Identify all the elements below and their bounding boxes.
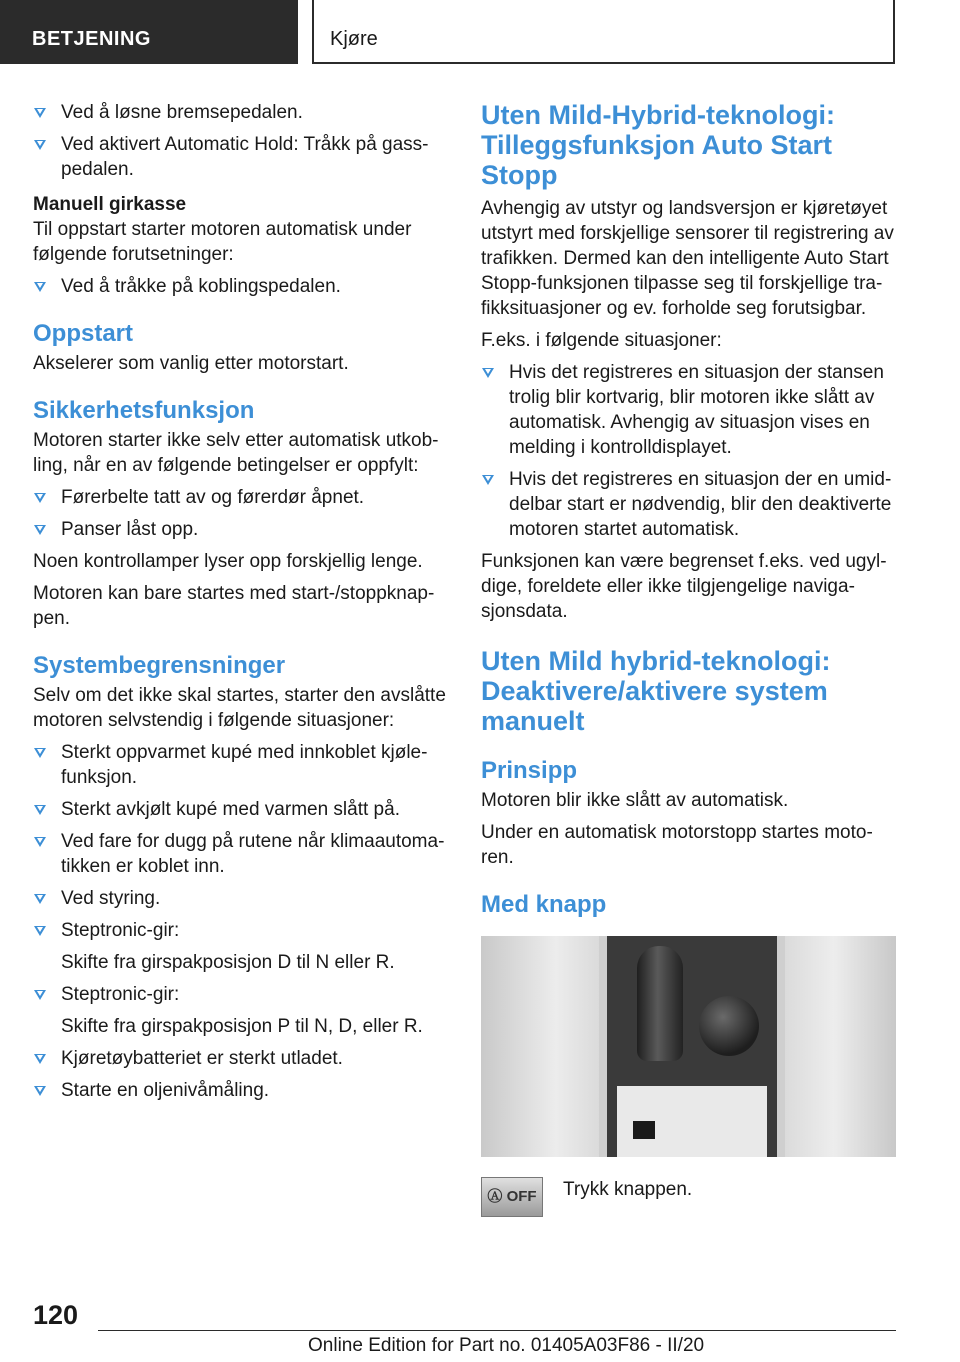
list-subtext: Skifte fra girspakposisjon D til N eller R. [61,952,395,973]
bullet-triangle-icon [34,926,46,936]
safety-note: Motoren kan bare startes med start-/stoppknap-pen. [33,583,435,629]
press-instruction [481,1177,896,1219]
page-number: 120 [33,1300,79,1330]
press-text: Trykk knappen. [563,1179,693,1200]
principle-heading: Prinsipp [481,757,578,784]
controller-knob [699,996,759,1056]
safety-heading: Sikkerhetsfunksjon [33,397,255,424]
bullet-triangle-icon [34,493,46,503]
bullet-triangle-icon [34,1086,46,1096]
button-heading: Med knapp [481,891,607,918]
bullet-triangle-icon [34,1054,46,1064]
list-item: Hvis det registreres en situasjon der en umid-delbar start er nødvendig, blir den deaktiverte motoren startet automatisk. [481,467,896,542]
list-item: Ved styring. [33,886,448,911]
list-item: Panser låst opp. [33,517,448,542]
bullet-triangle-icon [482,475,494,485]
list-item: Starte en oljenivåmåling. [33,1078,448,1103]
bullet-triangle-icon [34,748,46,758]
list-item: Ved å løsne bremsepedalen. [33,100,448,125]
section-heading: Uten Mild hybrid-teknologi: Deaktivere/aktivere system manuelt [481,646,831,736]
console-button-icon [633,1121,655,1139]
section-heading: Uten Mild-Hybrid-teknologi: Tilleggsfunksjon Auto Start Stopp [481,100,835,190]
list-item: Ved å tråkke på koblingspedalen. [33,274,448,299]
right-column [481,100,896,1219]
list-item: Ved aktivert Automatic Hold: Tråkk på gass-pedalen. [33,132,448,182]
list-item: Ved fare for dugg på rutene når klimaautoma-tikken er koblet inn. [33,829,448,879]
bullet-triangle-icon [34,990,46,1000]
edition-text: Online Edition for Part no. 01405A03F86 - II/20 [308,1335,705,1356]
bullet-triangle-icon [34,805,46,815]
section-title: BETJENING [32,28,151,50]
footer-divider [98,1330,896,1331]
bullet-triangle-icon [34,525,46,535]
center-console-photo [481,936,896,1157]
manual-gearbox-heading: Manuell girkasse [33,194,187,215]
limits-text: Selv om det ikke skal startes, starter den avslåtte motoren selvstendig i følgende situasjoner: [33,685,446,731]
paragraph: Under en automatisk motorstopp startes moto-ren. [481,822,873,868]
bullet-triangle-icon [482,368,494,378]
chapter-tab [312,0,895,64]
console-panel [599,936,785,1157]
paragraph: Avhengig av utstyr og landsversjon er kjøretøyet utstyrt med forskjellige sensorer til registrering av trafikken. Dermed kan den intelligente Auto Start Stopp-funksjonen tilpasse seg til forskjellige tra-fikksituasjoner og ev. forholde seg forutsigbar. [481,198,894,319]
list-item: Sterkt oppvarmet kupé med innkoblet kjøle-funksjon. [33,740,448,790]
list-item: Hvis det registreres en situasjon der stansen trolig blir kortvarig, blir motoren ikke slått av automatisk. Avhengig av situasjon vises en melding i kontrolldisplayet. [481,360,896,460]
safety-text: Motoren starter ikke selv etter automatisk utkob-ling, når en av følgende betingelser er oppfylt: [33,430,439,476]
gear-lever [637,946,683,1061]
section-tab [0,0,298,64]
oppstart-heading: Oppstart [33,320,134,347]
list-subtext: Skifte fra girspakposisjon P til N, D, eller R. [61,1016,423,1037]
chapter-title: Kjøre [330,28,378,50]
left-column [33,100,448,1110]
paragraph: F.eks. i følgende situasjoner: [481,330,722,351]
bullet-triangle-icon [34,282,46,292]
bullet-triangle-icon [34,837,46,847]
list-item: Steptronic-gir: [33,982,448,1007]
auto-start-stop-off-icon: Ⓐ OFF [481,1177,543,1217]
manual-gearbox-text: Til oppstart starter motoren automatisk under følgende forutsetninger: [33,219,412,265]
safety-note: Noen kontrollamper lyser opp forskjellig lenge. [33,551,423,572]
oppstart-text: Akselerer som vanlig etter motorstart. [33,353,349,374]
list-item: Kjøretøybatteriet er sterkt utladet. [33,1046,448,1071]
paragraph: Motoren blir ikke slått av automatisk. [481,790,789,811]
list-item: Steptronic-gir: [33,918,448,943]
bullet-triangle-icon [34,894,46,904]
list-item: Sterkt avkjølt kupé med varmen slått på. [33,797,448,822]
bullet-triangle-icon [34,108,46,118]
limits-heading: Systembegrensninger [33,652,286,679]
bullet-triangle-icon [34,140,46,150]
paragraph: Funksjonen kan være begrenset f.eks. ved ugyl-dige, foreldete eller ikke tilgjengelige naviga-sjonsdata. [481,551,887,622]
list-item: Førerbelte tatt av og førerdør åpnet. [33,485,448,510]
